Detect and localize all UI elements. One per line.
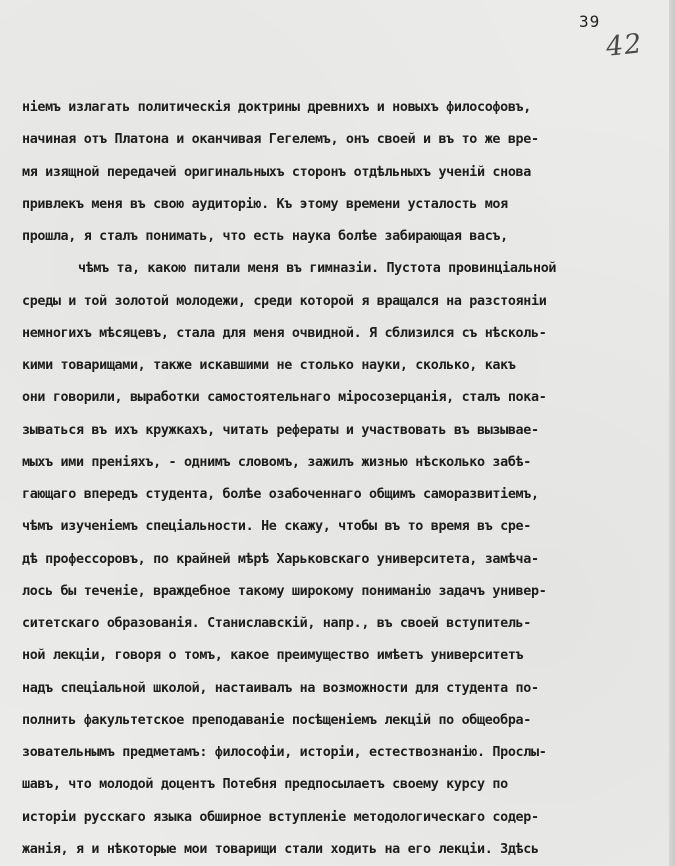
text-line: полнить факультетское преподаваніе посѣщеніемъ лекцій по общеобра- <box>22 712 531 728</box>
text-line: ной лекціи, говоря о томъ, какое преимущество имѣетъ университетъ <box>22 648 524 664</box>
text-line: жанія, я и нѣкоторые мои товарищи стали ходить на его лекціи. Здѣсь <box>22 841 539 857</box>
text-line: прошла, я сталъ понимать, что есть наука болѣе забирающая васъ, <box>22 229 508 244</box>
text-line: лось бы теченіе, враждебное такому широкому пониманію задачъ универ- <box>22 583 547 599</box>
text-line: кими товарищами, также искавшими не столько науки, сколько, какъ <box>22 358 516 373</box>
text-line: гающаго впередъ студента, болѣе озабоченнаго общимъ саморазвитіемъ, <box>22 487 539 502</box>
text-line: зовательнымъ предметамъ: философіи, исторіи, естествознанію. Прослы- <box>22 745 547 760</box>
page-number: 39 <box>579 12 601 31</box>
text-line: чѣмъ изученіемъ спеціальности. Не скажу, чтобы въ то время въ сре- <box>22 519 531 535</box>
text-line: зываться въ ихъ кружкахъ, читать рефераты и участвовать въ вызывае- <box>22 422 539 438</box>
text-line: шавъ, что молодой доцентъ Потебня предпосылаетъ своему курсу по <box>22 777 508 793</box>
text-line: ніемъ излагать политическія доктрины древнихъ и новыхъ философовъ, <box>22 100 531 115</box>
handwritten-page-number: 42 <box>604 28 644 63</box>
text-line: привлекъ меня въ свою аудиторію. Къ этому времени усталость моя <box>22 196 508 212</box>
text-line: чѣмъ та, какою питали меня въ гимназіи. Пустота провинціальной <box>78 261 557 277</box>
text-line: мя изящной передачей оригинальныхъ сторонъ отдѣльныхъ ученій снова <box>22 164 531 180</box>
text-line: надъ спеціальной школой, настаивалъ на возможности для студента по- <box>22 680 539 696</box>
text-line: среды и той золотой молодежи, среди которой я вращался на разстояніи <box>22 293 547 309</box>
page-edge-shadow <box>669 0 675 866</box>
text-line: начиная отъ Платона и оканчивая Гегелемъ, онъ своей и въ то же вре- <box>22 132 539 148</box>
text-line: мыхъ ими преніяхъ, - однимъ словомъ, зажилъ жизнью нѣсколько забѣ- <box>22 454 531 470</box>
text-line: дѣ профессоровъ, по крайней мѣрѣ Харьковскаго университета, замѣча- <box>22 551 539 567</box>
text-line: исторіи русскаго языка обширное вступленіе методологическаго содер- <box>22 809 539 825</box>
text-line: они говорили, выработки самостоятельнаго міросозерцанія, сталъ пока- <box>22 390 547 406</box>
body-text <box>22 92 667 866</box>
text-line: немногихъ мѣсяцевъ, стала для меня очвидной. Я сблизился съ нѣсколь- <box>22 325 547 341</box>
text-line: ситетскаго образованія. Станиславскій, напр., въ своей вступитель- <box>22 616 531 631</box>
